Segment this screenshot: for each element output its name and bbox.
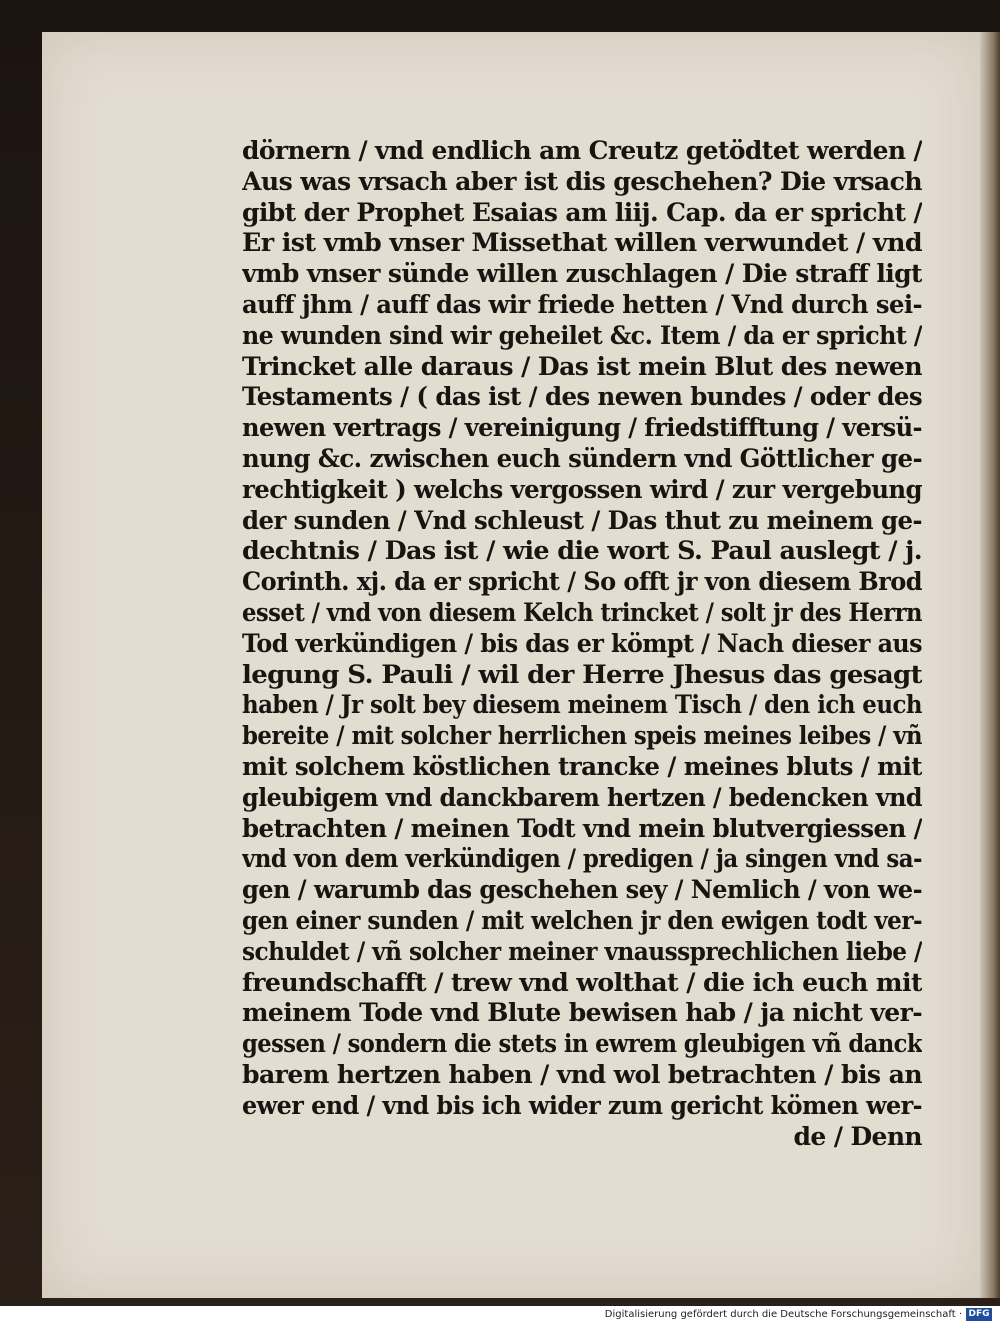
text-line: nung &c. zwischen euch sündern vnd Göttlicher ge- <box>242 443 922 473</box>
text-line: Aus was vrsach aber ist dis geschehen? Die vrsach <box>242 166 922 196</box>
text-line: auff jhm / auff das wir friede hetten / Vnd durch sei- <box>242 289 922 319</box>
text-line: Er ist vmb vnser Missethat willen verwundet / vnd <box>242 228 922 258</box>
text-line: gen einer sunden / mit welchen jr den ewigen todt ver- <box>242 905 922 935</box>
text-line: Trincket alle daraus / Das ist mein Blut des newen <box>242 351 922 381</box>
text-line: gibt der Prophet Esaias am liij. Cap. da er spricht / <box>242 197 922 227</box>
text-line: betrachten / meinen Todt vnd mein blutvergiessen / <box>242 813 922 843</box>
text-line: newen vertrags / vereinigung / friedstifftung / versü- <box>242 413 922 443</box>
text-line: legung S. Pauli / wil der Herre Jhesus das gesagt <box>242 659 922 689</box>
text-line: dechtnis / Das ist / wie die wort S. Paul auslegt / j. <box>242 536 922 566</box>
text-line: ne wunden sind wir geheilet &c. Item / da er spricht / <box>242 320 922 350</box>
text-line: gen / warumb das geschehen sey / Nemlich / von we- <box>242 875 922 905</box>
text-line: Corinth. xj. da er spricht / So offt jr von diesem Brod <box>242 567 922 597</box>
text-line: bereite / mit solcher herrlichen speis meines leibes / vñ <box>242 721 922 751</box>
text-line: barem hertzen haben / vnd wol betrachten / bis an <box>242 1059 922 1089</box>
page-text <box>242 136 922 1152</box>
text-line: rechtigkeit ) welchs vergossen wird / zur vergebung <box>242 474 922 504</box>
funding-credit: Digitalisierung gefördert durch die Deutsche Forschungsgemeinschaft · <box>604 1309 962 1320</box>
text-line: Testaments / ( das ist / des newen bundes / oder des <box>242 382 922 412</box>
text-line: freundschafft / trew vnd wolthat / die ich euch mit <box>242 967 922 997</box>
text-line: esset / vnd von diesem Kelch trincket / solt jr des Herrn <box>242 597 922 627</box>
text-line: meinem Tode vnd Blute bewisen hab / ja nicht ver- <box>242 998 922 1028</box>
text-line: schuldet / vñ solcher meiner vnaussprechlichen liebe / <box>242 936 922 966</box>
text-line: der sunden / Vnd schleust / Das thut zu meinem ge- <box>242 505 922 535</box>
text-line: vnd von dem verkündigen / predigen / ja singen vnd sa- <box>242 844 922 874</box>
text-line: dörnern / vnd endlich am Creutz getödtet werden / <box>242 136 922 165</box>
book-page <box>42 32 980 1298</box>
text-line: haben / Jr solt bey diesem meinem Tisch / den ich euch <box>242 690 922 720</box>
text-line: Tod verkündigen / bis das er kömpt / Nach dieser aus <box>242 628 922 658</box>
text-line: vmb vnser sünde willen zuschlagen / Die straff ligt <box>242 259 922 289</box>
text-line: gleubigem vnd danckbarem hertzen / bedencken vnd <box>242 782 922 812</box>
text-line: ewer end / vnd bis ich wider zum gericht kömen wer- <box>242 1090 922 1120</box>
text-line: gessen / sondern die stets in ewrem gleubigen vñ danck <box>242 1029 922 1059</box>
text-line: mit solchem köstlichen trancke / meines bluts / mit <box>242 751 922 781</box>
catchword: de / Denn <box>793 1121 922 1151</box>
dfg-logo-icon: DFG <box>966 1308 992 1321</box>
